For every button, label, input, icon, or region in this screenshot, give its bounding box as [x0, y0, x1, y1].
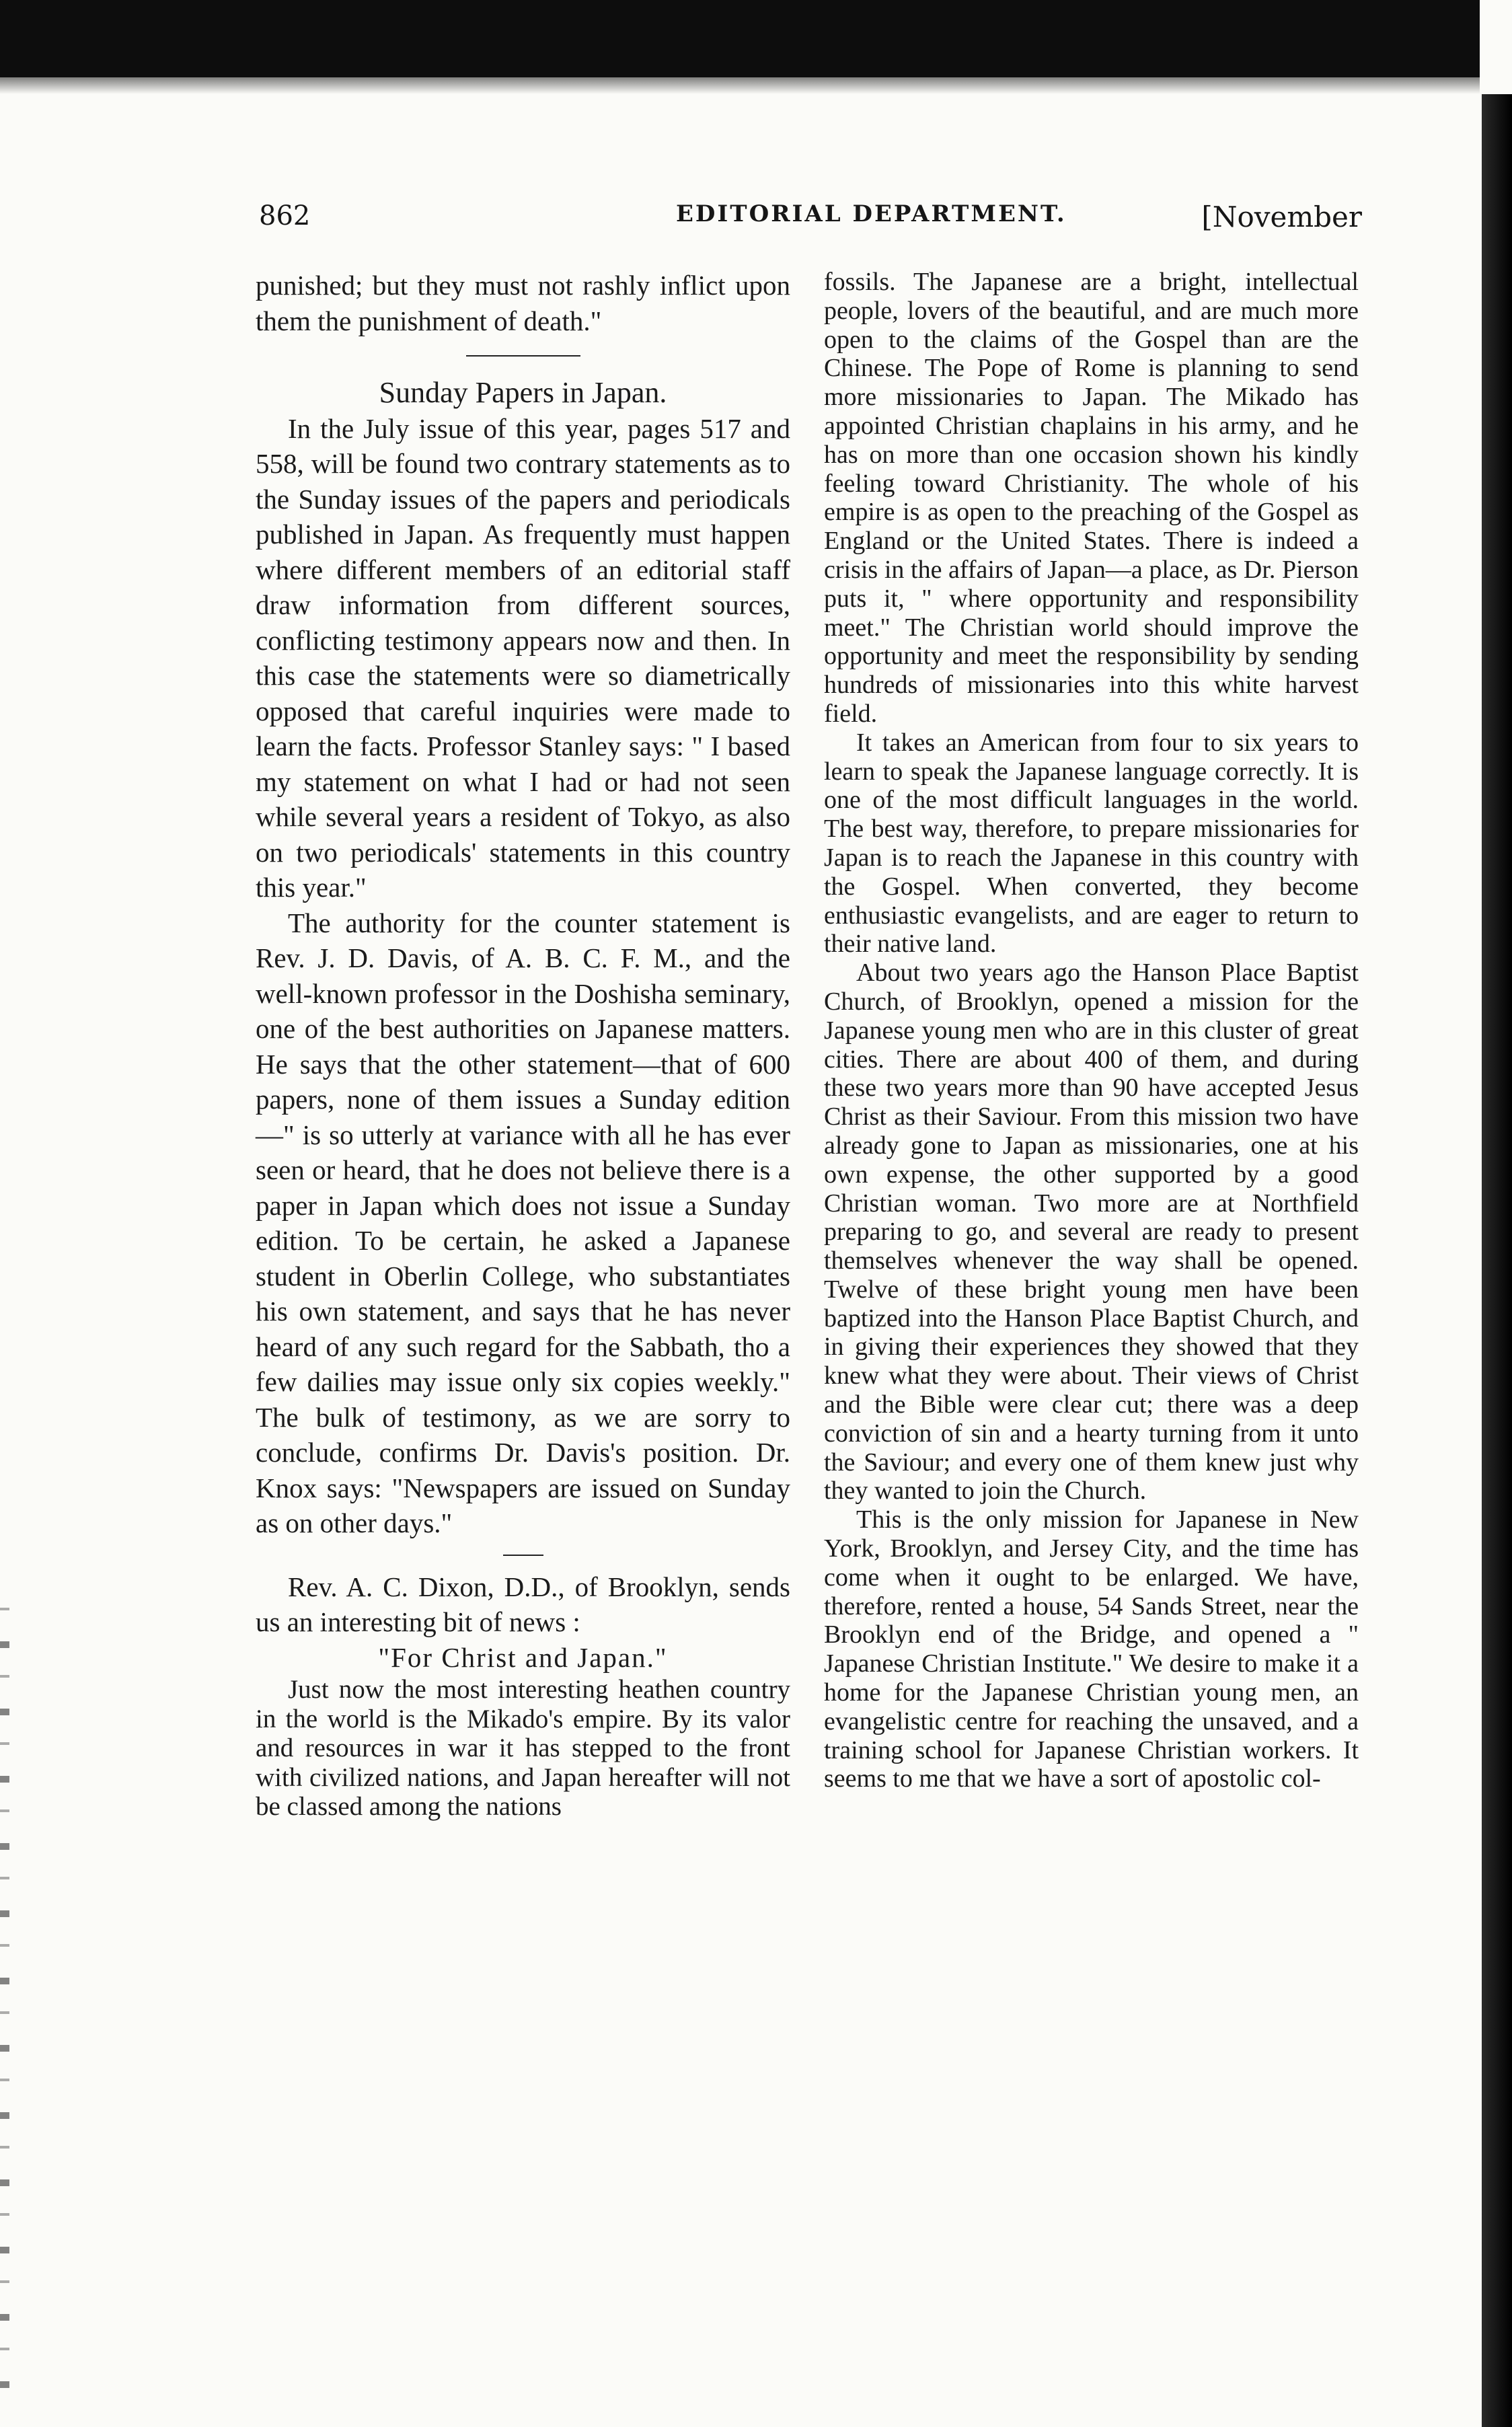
scan-top-border	[0, 0, 1480, 77]
left-paragraph-2: The authority for the counter statement is Rev. J. D. Davis, of A. B. C. F. M., and the well-known professor in the Doshisha seminary, one of the best authorities on Japanese matters. He says that the other statement—that of 600 papers, none of them issues a Sunday edition—" is so utterly at variance with all he has ever seen or heard, that he does not believe there is a paper in Japan which does not issue a Sunday edition. To be certain, he asked a Japanese student in Oberlin College, who substantiates his own statement, and says that he has never heard of any such regard for the Sabbath, tho a few dailies may issue only six copies weekly." The bulk of testimony, as we are sorry to conclude, confirms Dr. Davis's position. Dr. Knox says: "Newspapers are issued on Sunday as on other days."	[256, 907, 790, 1538]
scan-right-border	[1482, 94, 1512, 2427]
section-divider	[466, 355, 580, 357]
scan-left-specks	[0, 1581, 9, 2388]
running-head	[259, 195, 1362, 249]
article-subheading: "For Christ and Japan."	[378, 1641, 668, 1673]
running-month: [November	[1201, 200, 1362, 233]
section-divider-short	[503, 1555, 543, 1556]
left-opening: punished; but they must not rashly inflict upon them the punishment of death."	[256, 270, 790, 336]
right-paragraph-2: It takes an American from four to six years to learn to speak the Japanese language correctly. It is one of the most difficult languages in the world. The best way, therefore, to prepare missionaries for Japan is to reach the Japanese in this country with the Gospel. When converted, they become enthusiastic evangelists, and are eager to return to their native land.	[824, 728, 1359, 959]
left-paragraph-3: Rev. A. C. Dixon, D.D., of Brooklyn, sends us an interesting bit of news :	[256, 1571, 790, 1637]
running-title: EDITORIAL DEPARTMENT.	[676, 200, 1067, 227]
scan-top-shadow	[0, 77, 1480, 94]
right-paragraph-4: This is the only mission for Japanese in New York, Brooklyn, and Jersey City, and the time has come when it ought to be enlarged. We have, therefore, rented a house, 54 Sands Street, near the Brooklyn end of the Bridge, and opened a " Japanese Christian Institute." We desire to make it a home for the Japanese Christian young men, an evangelistic centre for reaching the unsaved, and a training school for Japanese Christian workers. It seems to me that we have a sort of apostolic col-	[824, 1505, 1359, 1793]
right-column	[824, 268, 1359, 1793]
right-paragraph-1: fossils. The Japanese are a bright, intellectual people, lovers of the beautiful, and are much more open to the claims of the Gospel than are the Chinese. The Pope of Rome is planning to send more missionaries to Japan. The Mikado has appointed Christian chaplains in his army, and he has on more than one occasion shown his kindly feeling toward Christianity. The whole of his empire is as open to the preaching of the Gospel as England or the United States. There is indeed a crisis in the affairs of Japan—a place, as Dr. Pierson puts it, " where opportunity and responsibility meet." The Christian world should improve the opportunity and meet the responsibility by sending hundreds of missionaries into this white harvest field.	[824, 268, 1359, 728]
article-heading: Sunday Papers in Japan.	[379, 376, 667, 409]
left-paragraph-4: Just now the most interesting heathen country in the world is the Mikado's empire. By its valor and resources in war it has stepped to the front with civilized nations, and Japan hereafter will not be classed among the nations	[256, 1675, 790, 1821]
right-paragraph-3: About two years ago the Hanson Place Baptist Church, of Brooklyn, opened a mission for the Japanese young men who are in this cluster of great cities. There are about 400 of them, and during these two years more than 90 have accepted Jesus Christ as their Saviour. From this mission two have already gone to Japan as missionaries, one at his own expense, the other supported by a good Christian woman. Two more are at Northfield preparing to go, and several are ready to present themselves whenever the way shall be opened. Twelve of these bright young men have been baptized into the Hanson Place Baptist Church, and in giving their experiences they showed that they knew what they were about. Their views of Christ and the Bible were clear cut; there was a deep conviction of sin and a hearty turning from it unto the Saviour; and every one of them knew just why they wanted to join the Church.	[824, 959, 1359, 1505]
left-column	[256, 268, 790, 1822]
left-paragraph-1: In the July issue of this year, pages 517 and 558, will be found two contrary statements as to the Sunday issues of the papers and periodicals published in Japan. As frequently must happen where different members of an editorial staff draw information from different sources, conflicting testimony appears now and then. In this case the statements were so diametrically opposed that careful inquiries were made to learn the facts. Professor Stanley says: " I based my statement on what I had or had not seen while several years a resident of Tokyo, as also on two periodicals' statements in this country this year."	[256, 412, 790, 903]
page-number: 862	[259, 200, 311, 231]
